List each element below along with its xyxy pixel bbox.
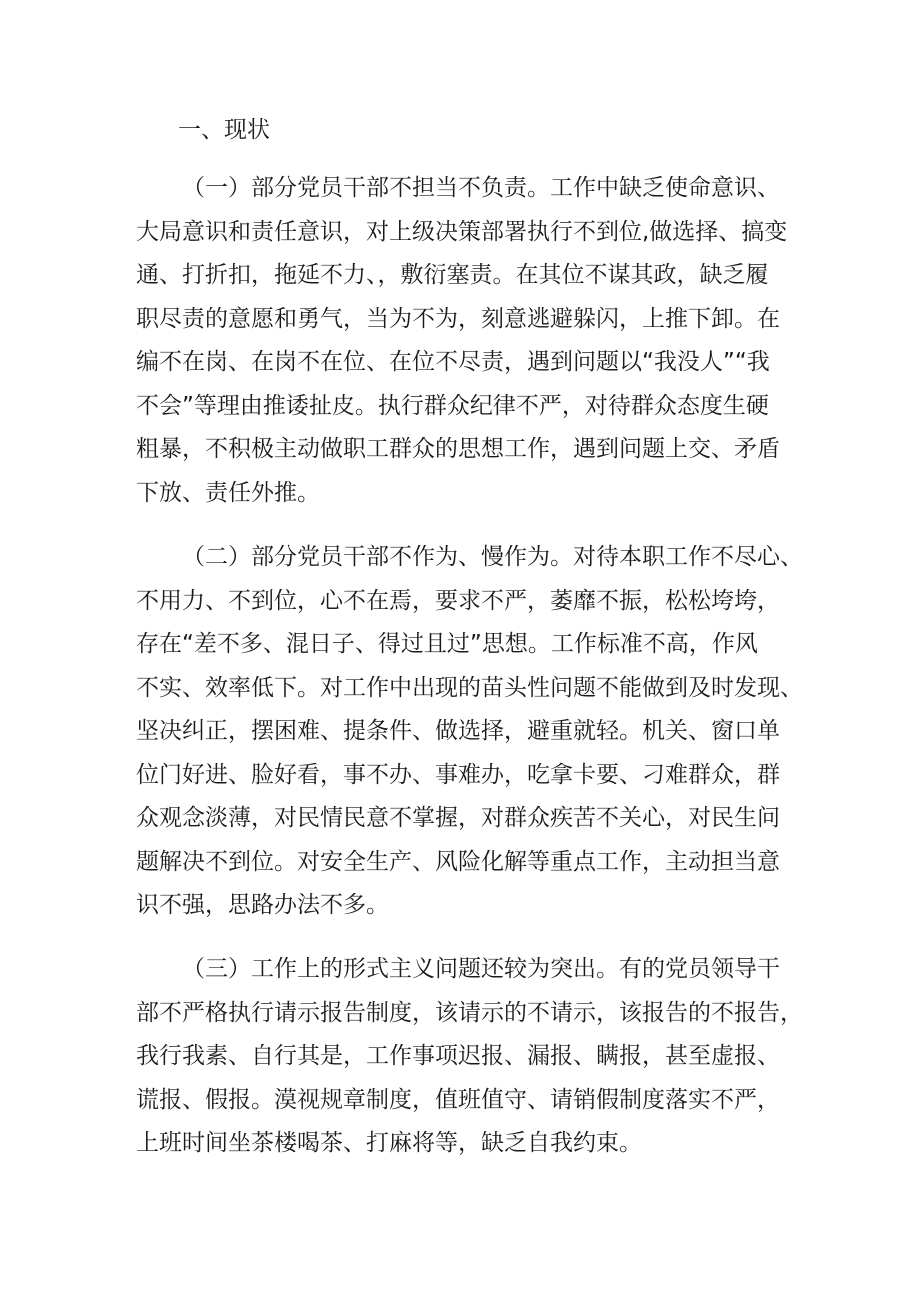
paragraph-line: 位门好进、脸好看，事不办、事难办，吃拿卡要、刁难群众，群 <box>136 761 780 788</box>
section-heading: 一、现状 <box>178 117 270 143</box>
paragraph-line: 众观念淡薄，对民情民意不掌握，对群众疾苦不关心，对民生问 <box>136 805 780 831</box>
paragraph-line: （一）部分党员干部不担当不负责。工作中缺乏使命意识、 <box>182 175 780 201</box>
paragraph-line: 通、打折扣，拖延不力、，敷衍塞责。在其位不谋其政，缺乏履 <box>136 262 769 288</box>
paragraph-line: 下放、责任外推。 <box>136 479 320 506</box>
paragraph-line: 谎报、假报。漠视规章制度，值班值守、请销假制度落实不严， <box>136 1086 780 1113</box>
paragraph-1 <box>136 167 796 515</box>
paragraph-line: 粗暴，不积极主动做职工群众的思想工作，遇到问题上交、矛盾 <box>136 436 780 462</box>
paragraph-line: 职尽责的意愿和勇气，当为不为，刻意逃避躲闪，上推下卸。在 <box>136 305 780 332</box>
paragraph-line: 识不强，思路办法不多。 <box>136 892 389 918</box>
paragraph-line: 上班时间坐茶楼喝茶、打麻将等，缺乏自我约束。 <box>136 1130 642 1156</box>
paragraph-line: 大局意识和责任意识，对上级决策部署执行不到位,做选择、搞变 <box>136 218 788 245</box>
paragraph-line: 坚决纠正，摆困难、提条件、做选择，避重就轻。机关、窗口单 <box>136 718 780 744</box>
paragraph-line: （二）部分党员干部不作为、慢作为。对待本职工作不尽心、 <box>182 544 803 570</box>
paragraph-line: 题解决不到位。对安全生产、风险化解等重点工作，主动担当意 <box>136 848 780 875</box>
paragraph-line: 不用力、不到位，心不在焉，要求不严，萎靡不振，松松垮垮， <box>136 587 780 614</box>
paragraph-line: 部不严格执行请示报告制度，该请示的不请示，该报告的不报告， <box>136 999 803 1026</box>
paragraph-3 <box>136 948 803 1166</box>
paragraph-line: （三）工作上的形式主义问题还较为突出。有的党员领导干 <box>182 956 780 982</box>
paragraph-line: 存在“差不多、混日子、得过且过”思想。工作标准不高，作风 <box>136 631 758 657</box>
paragraph-line: 编不在岗、在岗不在位、在位不尽责，遇到问题以“我没人”“我 <box>136 349 770 375</box>
paragraph-line: 不会”等理由推诿扯皮。执行群众纪律不严，对待群众态度生硬 <box>136 392 769 419</box>
paragraph-line: 不实、效率低下。对工作中出现的苗头性问题不能做到及时发现、 <box>136 674 803 701</box>
paragraph-line: 我行我素、自行其是，工作事项迟报、漏报、瞒报，甚至虚报、 <box>136 1043 780 1069</box>
paragraph-2 <box>136 536 803 928</box>
